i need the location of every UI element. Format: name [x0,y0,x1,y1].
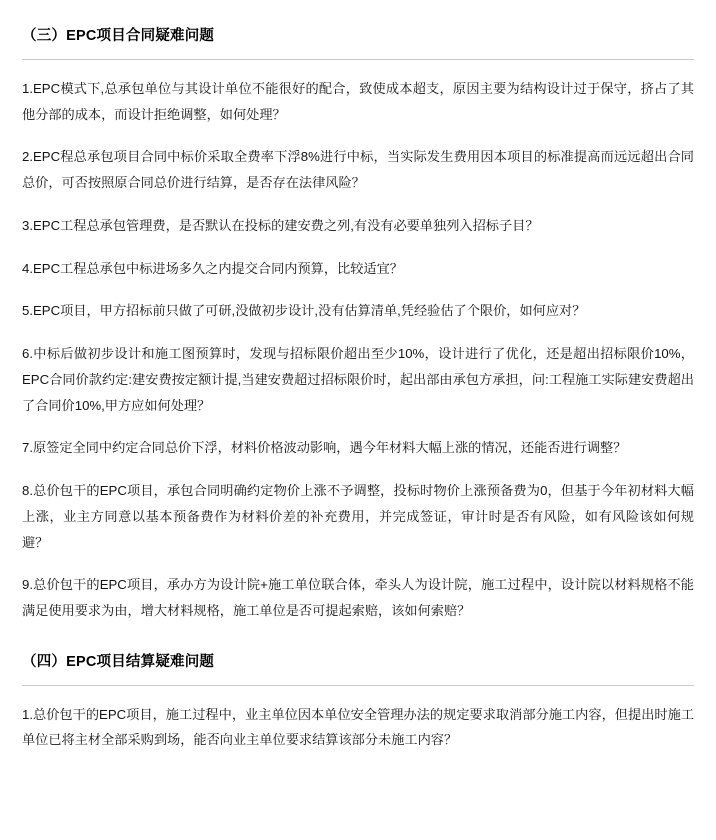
question-paragraph: 5.EPC项目，甲方招标前只做了可研,没做初步设计,没有估算清单,凭经验估了个限价，如何应对？ [22,303,586,319]
question-paragraph: 2.EPC程总承包项目合同中标价采取全费率下浮8%进行中标，当实际发生费用因本项目的标准提高而远远超出合同总价，可否按照原合同总价进行结算，是否存在法律风险？ [22,149,694,191]
section-heading-epc-settlement: （四）EPC项目结算疑难问题 [22,653,215,670]
question-paragraph: 4.EPC工程总承包中标进场多久之内提交合同内预算，比较适宜？ [22,260,403,276]
question-paragraph: 1.总价包干的EPC项目，施工过程中，业主单位因本单位安全管理办法的规定要求取消部分施工内容，但提出时施工单位已将主材全部采购到场，能否向业主单位要求结算该部分未施工内容？ [22,706,694,748]
heading-divider-1 [22,59,694,60]
question-paragraph: 7.原签定全同中约定合同总价下浮，材料价格波动影响，遇今年材料大幅上涨的情况，还能否进行调整？ [22,440,627,456]
question-paragraph: 6.中标后做初步设计和施工图预算时，发现与招标限价超出至少10%，设计进行了优化，还是超出招标限价10%，EPC合同价款约定:建安费按定额计提,当建安费超过招标限价时，起出部由承包方承担，问:工程施工实际建安费超出了合同价10%,甲方应如何处理？ [22,346,694,413]
question-paragraph: 9.总价包干的EPC项目，承办方为设计院+施工单位联合体，牵头人为设计院，施工过程中，设计院以材料规格不能满足使用要求为由，增大材料规格，施工单位是否可提起索赔，该如何索赔？ [22,577,694,619]
question-paragraph: 3.EPC工程总承包管理费，是否默认在投标的建安费之列,有没有必要单独列入招标子目？ [22,217,539,233]
question-paragraph: 1.EPC模式下,总承包单位与其设计单位不能很好的配合，致使成本超支，原因主要为结构设计过于保守，挤占了其他分部的成本，而设计拒绝调整，如何处理？ [22,81,694,122]
heading-divider-2 [22,685,694,686]
section-heading-epc-contract: （三）EPC项目合同疑难问题 [22,28,215,44]
question-paragraph: 8.总价包干的EPC项目，承包合同明确约定物价上涨不予调整，投标时物价上涨预备费为0，但基于今年初材料大幅上涨，业主方同意以基本预备费作为材料价差的补充费用，并完成签证，审计时是否有风险，如有风险该如何规避？ [22,483,694,550]
